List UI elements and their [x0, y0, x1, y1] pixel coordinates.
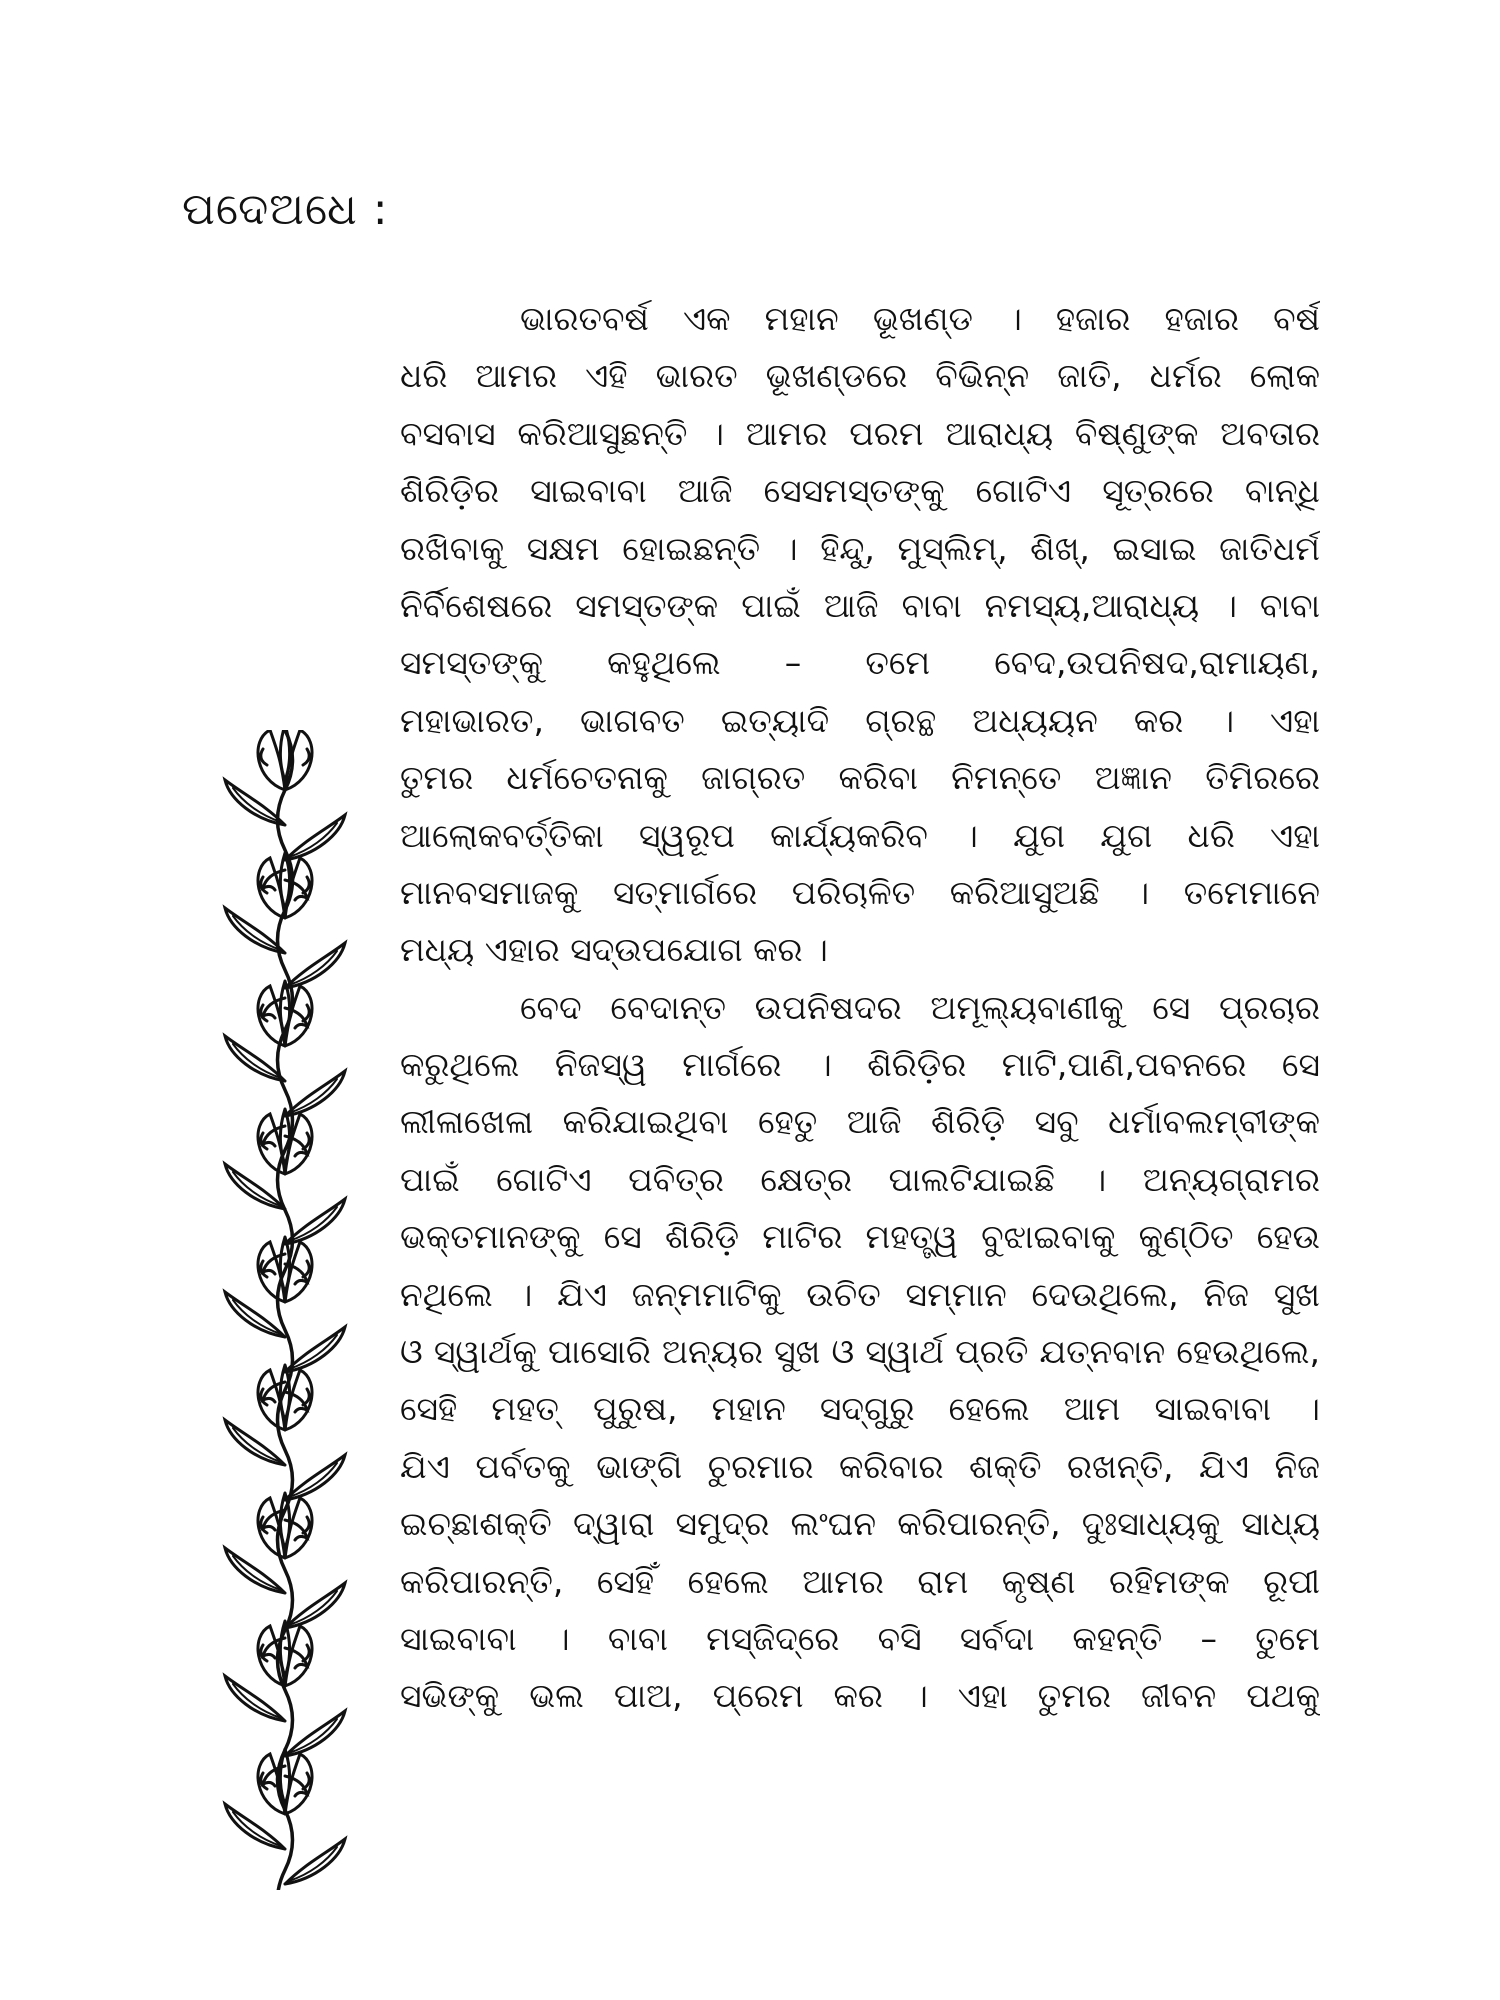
vine-stroke — [303, 1005, 309, 1021]
text-line: ବେଦ ବେଦାନ୍ତ ଉପନିଷଦର ଅମୂଲ୍ୟବାଣୀକୁ ସେ ପ୍ରଚାର — [520, 987, 1320, 1027]
text-line: ଓ ସ୍ୱାର୍ଥକୁ ପାସୋରି ଅନ୍ୟର ସୁଖ ଓ ସ୍ୱାର୍ଥ ପ୍ରତି ଯତ୍ନବାନ ହେଉଥିଲେ, — [400, 1332, 1320, 1372]
vine-stroke — [285, 1839, 345, 1884]
text-line: ମାନବସମାଜକୁ ସତ୍‌ମାର୍ଗରେ ପରିଚାଳିତ କରିଆସୁଅଛି । ତମେମାନେ — [400, 872, 1320, 912]
body-text — [400, 290, 1320, 1725]
text-line: ଭାରତବର୍ଷ ଏକ ମହାନ ଭୂଖଣ୍ଡ । ହଜାର ହଜାର ବର୍ଷ — [520, 299, 1320, 338]
text-line: କରିପାରନ୍ତି, ସେହିଁ ହେଲେ ଆମର ରାମ କୃଷ୍ଣ ରହିମଙ୍କ ରୂପୀ — [400, 1561, 1320, 1601]
text-line: ମଧ୍ୟ ଏହାର ସଦ୍‌ଉପଯୋଗ କର । — [400, 930, 828, 970]
text-line: ମହାଭାରତ, ଭାଗବତ ଇତ୍ୟାଦି ଗ୍ରନ୍ଥ ଅଧ୍ୟୟନ କର । ଏହା — [400, 700, 1320, 740]
text-line: ଯିଏ ପର୍ବତକୁ ଭାଙ୍ଗି ଚୁରମାର କରିବାର ଶକ୍ତି ରଖନ୍ତି, ଯିଏ ନିଜ — [400, 1446, 1320, 1486]
text-line: ସେହି ମହତ୍ ପୁରୁଷ, ମହାନ ସଦ୍‌ଗୁରୁ ହେଲେ ଆମ ସାଇବାବା । — [400, 1389, 1320, 1429]
text-line: ନିର୍ବିଶେଷରେ ସମସ୍ତଙ୍କ ପାଇଁ ଆଜି ବାବା ନମସ୍ୟ,ଆରାଧ୍ୟ । ବାବା — [400, 585, 1320, 625]
vine-stroke — [303, 1389, 309, 1405]
page-heading: ପଦେଅଧେ : — [182, 184, 389, 235]
text-line: ସାଇବାବା । ବାବା ମସ୍‌ଜିଦ୍‌ରେ ବସି ସର୍ବଦା କହନ୍ତି – ତୁମେ — [400, 1618, 1320, 1658]
text-line: ଶିରିଡ଼ିର ସାଇବାବା ଆଜି ସେସମସ୍ତଙ୍କୁ ଗୋଟିଏ ସୂତ୍ରରେ ବାନ୍ଧି — [400, 471, 1320, 511]
vine-stroke — [303, 1773, 309, 1789]
text-line: ବସବାସ କରିଆସୁଛନ୍ତି । ଆମର ପରମ ଆରାଧ୍ୟ ବିଷ୍ଣୁଙ୍କ ଅବତାର — [400, 413, 1320, 453]
vine-stroke — [285, 815, 345, 860]
text-line: ରଖିବାକୁ ସକ୍ଷମ ହୋଇଛନ୍ତି । ହିନ୍ଦୁ, ମୁସ୍‌ଲିମ୍, ଶିଖ୍, ଇସାଇ ଜାତିଧର୍ମ — [400, 528, 1320, 568]
vine-stroke — [285, 1071, 345, 1116]
vine-stroke — [303, 877, 309, 893]
text-line: ତୁମର ଧର୍ମଚେତନାକୁ ଜାଗ୍ରତ କରିବା ନିମନ୍ତେ ଅଜ୍ଞାନ ତିମିରରେ — [400, 758, 1320, 798]
vine-stroke — [261, 749, 267, 765]
floral-border-ornament — [215, 730, 355, 1890]
vine-stroke — [285, 1327, 345, 1372]
text-line: କରୁଥିଲେ ନିଜସ୍ୱ ମାର୍ଗରେ । ଶିରିଡ଼ିର ମାଟି,ପାଣି,ପବନରେ ସେ — [400, 1045, 1320, 1085]
text-line: ଇଚ୍ଛାଶକ୍ତି ଦ୍ୱାରା ସମୁଦ୍ର ଲଂଘନ କରିପାରନ୍ତି, ଦୁଃସାଧ୍ୟକୁ ସାଧ୍ୟ — [400, 1504, 1320, 1544]
vine-stroke — [303, 749, 309, 765]
vine-stroke — [285, 1199, 345, 1244]
text-line: ସଭିଙ୍କୁ ଭଲ ପାଅ, ପ୍ରେମ କର । ଏହା ତୁମର ଜୀବନ ପଥକୁ — [400, 1676, 1320, 1716]
vine-stroke — [303, 1517, 309, 1533]
vine-stroke — [303, 1645, 309, 1661]
vine-stroke — [280, 730, 289, 780]
text-line: ଆଲୋକବର୍ତ୍ତିକା ସ୍ୱରୂପ କାର୍ଯ୍ୟକରିବ । ଯୁଗ ଯୁଗ ଧରି ଏହା — [400, 815, 1320, 855]
text-line: ପାଇଁ ଗୋଟିଏ ପବିତ୍ର କ୍ଷେତ୍ର ପାଲଟିଯାଇଛି । ଅନ୍ୟଗ୍ରାମର — [400, 1159, 1320, 1199]
vine-stroke — [303, 1133, 309, 1149]
text-line: ଧରି ଆମର ଏହି ଭାରତ ଭୂଖଣ୍ଡରେ ବିଭିନ୍ନ ଜାତି, ଧର୍ମର ଲୋକ — [400, 356, 1320, 396]
text-line: ଭକ୍ତମାନଙ୍କୁ ସେ ଶିରିଡ଼ି ମାଟିର ମହତ୍ତ୍ୱ ବୁଝାଇବାକୁ କୁଣ୍ଠିତ ହେଉ — [400, 1217, 1320, 1257]
text-line: ନଥିଲେ । ଯିଏ ଜନ୍ମମାଟିକୁ ଉଚିତ ସମ୍ମାନ ଦେଉଥିଲେ, ନିଜ ସୁଖ — [400, 1274, 1320, 1314]
text-line: ସମସ୍ତଙ୍କୁ କହୁଥିଲେ – ତମେ ବେଦ,ଉପନିଷଦ,ରାମାୟଣ, — [400, 643, 1320, 683]
text-line: ଲୀଳାଖେଳା କରିଯାଇଥିବା ହେତୁ ଆଜି ଶିରିଡ଼ି ସବୁ ଧର୍ମାବଲମ୍ବୀଙ୍କ — [400, 1102, 1320, 1142]
vine-stroke — [285, 943, 345, 988]
vine-stroke — [303, 1261, 309, 1277]
